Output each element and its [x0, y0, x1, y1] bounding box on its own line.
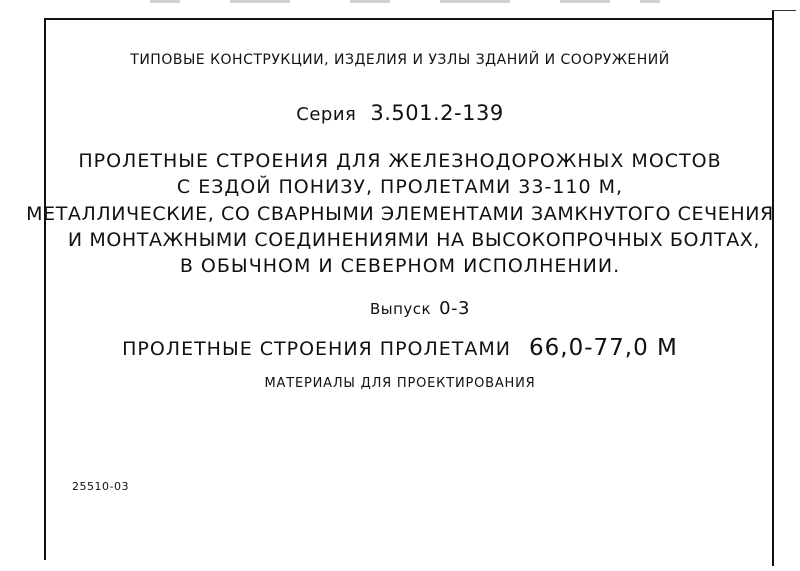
series-number: 3.501.2-139 [370, 101, 504, 125]
issue-line [0, 298, 800, 319]
span-value: 66,0-77,0 М [529, 335, 678, 361]
title-line-3: МЕТАЛЛИЧЕСКИЕ, СО СВАРНЫМИ ЭЛЕМЕНТАМИ ЗАМКНУТОГО СЕЧЕНИЯ [26, 203, 774, 225]
span-line [0, 335, 800, 361]
title-line-5: В ОБЫЧНОМ И СЕВЕРНОМ ИСПОЛНЕНИИ. [179, 255, 621, 277]
scan-artifact [440, 0, 510, 3]
scan-artifact [560, 0, 610, 3]
title-line-2: С ЕЗДОЙ ПОНИЗУ, ПРОЛЕТАМИ 33-110 М, [176, 176, 624, 198]
document-code: 25510-03 [72, 480, 129, 493]
frame-left-border [44, 18, 46, 560]
title-line-4: И МОНТАЖНЫМИ СОЕДИНЕНИЯМИ НА ВЫСОКОПРОЧНЫХ БОЛТАХ, [67, 229, 761, 251]
series-line [0, 101, 800, 125]
scan-artifact [350, 0, 390, 3]
issue-label: Выпуск [369, 300, 432, 318]
materials-subtitle: МАТЕРИАЛЫ ДЛЯ ПРОЕКТИРОВАНИЯ [264, 376, 536, 391]
scan-artifact [230, 0, 290, 3]
frame-corner-tab [772, 10, 796, 11]
frame-right-border [772, 10, 774, 566]
title-line-1: ПРОЛЕТНЫЕ СТРОЕНИЯ ДЛЯ ЖЕЛЕЗНОДОРОЖНЫХ МОСТОВ [78, 150, 722, 172]
span-label: ПРОЛЕТНЫЕ СТРОЕНИЯ ПРОЛЕТАМИ [122, 338, 512, 360]
scan-artifact [150, 0, 180, 3]
general-title: ТИПОВЫЕ КОНСТРУКЦИИ, ИЗДЕЛИЯ И УЗЛЫ ЗДАНИЙ И СООРУЖЕНИЙ [130, 52, 670, 68]
series-label: Серия [296, 104, 357, 125]
scan-artifact [640, 0, 660, 3]
issue-number: 0-3 [439, 298, 471, 319]
frame-top-border [44, 18, 772, 20]
